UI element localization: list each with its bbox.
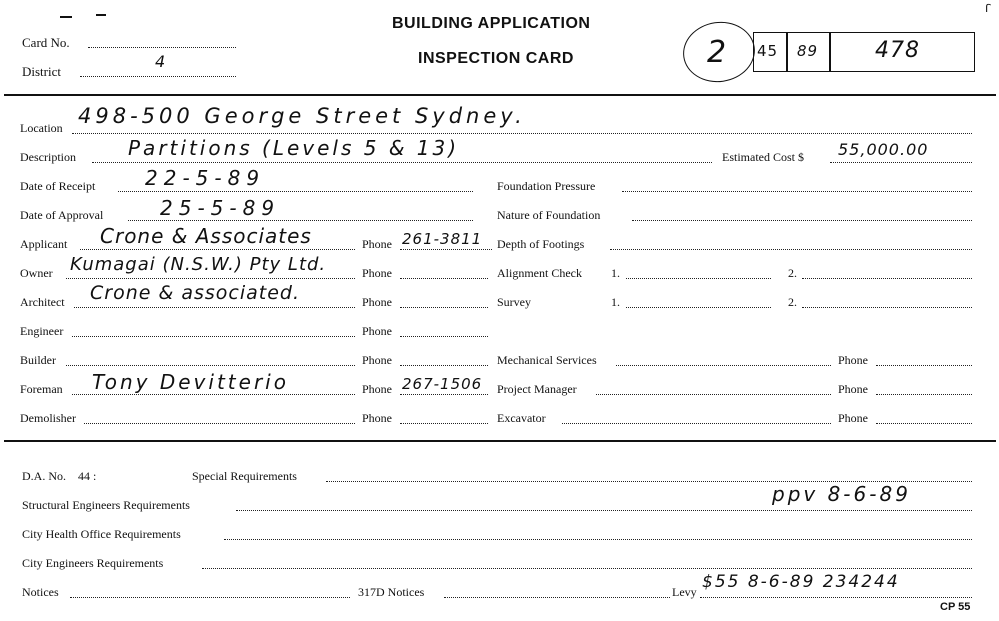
location-label: Location xyxy=(20,121,63,135)
form-title-line1: BUILDING APPLICATION xyxy=(392,15,591,32)
mechanical-services-line xyxy=(616,365,831,366)
excavator-phone-line xyxy=(876,423,972,424)
demolisher-line xyxy=(84,423,355,424)
survey-label: Survey xyxy=(497,295,531,309)
owner-phone-label: Phone xyxy=(362,266,392,280)
architect-phone-label: Phone xyxy=(362,295,392,309)
architect-line xyxy=(74,307,355,308)
excavator-phone-label: Phone xyxy=(838,411,868,425)
fields-rule xyxy=(4,440,996,442)
district-line xyxy=(80,76,236,77)
applicant-phone-line xyxy=(400,249,492,250)
foreman-label: Foreman xyxy=(20,382,63,396)
foundation-pressure-line xyxy=(622,191,972,192)
builder-phone-line xyxy=(400,365,488,366)
alignment-check-label: Alignment Check xyxy=(497,266,582,280)
header-rule xyxy=(4,94,996,96)
form-code: CP 55 xyxy=(940,601,971,613)
card-no-label: Card No. xyxy=(22,35,70,50)
card-no-line xyxy=(88,47,236,48)
foreman-line xyxy=(72,394,355,395)
estimated-cost-value: 55,000.00 xyxy=(838,140,929,159)
architect-label: Architect xyxy=(20,295,65,309)
survey-2-line xyxy=(802,307,972,308)
mechanical-phone-line xyxy=(876,365,972,366)
city-health-office-label: City Health Office Requirements xyxy=(22,527,181,541)
da-no-value: 44 : xyxy=(78,469,97,483)
description-line xyxy=(92,162,712,163)
owner-line xyxy=(66,278,355,279)
project-manager-line xyxy=(596,394,831,395)
project-manager-phone-label: Phone xyxy=(838,382,868,396)
levy-label: Levy xyxy=(672,585,697,599)
notices-317d-label: 317D Notices xyxy=(358,585,425,599)
location-line xyxy=(72,133,972,134)
demolisher-phone-line xyxy=(400,423,488,424)
excavator-line xyxy=(562,423,831,424)
circled-number: 2 xyxy=(707,35,728,70)
owner-label: Owner xyxy=(20,266,53,280)
alignment-check-1-label: 1. xyxy=(611,266,620,280)
foreman-phone-line xyxy=(400,394,488,395)
excavator-label: Excavator xyxy=(497,411,546,425)
applicant-value: Crone & Associates xyxy=(100,224,312,248)
demolisher-label: Demolisher xyxy=(20,411,76,425)
city-health-office-line xyxy=(224,539,972,540)
file-box-2-value: 89 xyxy=(797,42,819,60)
alignment-check-1-line xyxy=(626,278,771,279)
project-manager-phone-line xyxy=(876,394,972,395)
special-requirements-label: Special Requirements xyxy=(192,469,297,483)
foreman-phone-value: 267-1506 xyxy=(402,375,483,393)
form-title-line2: INSPECTION CARD xyxy=(418,50,574,67)
levy-line xyxy=(700,597,972,598)
location-value: 498-500 George Street Sydney. xyxy=(78,104,526,128)
depth-of-footings-line xyxy=(610,249,972,250)
foreman-phone-label: Phone xyxy=(362,382,392,396)
city-engineers-line xyxy=(202,568,972,569)
district-label: District xyxy=(22,64,61,79)
owner-phone-line xyxy=(400,278,488,279)
date-of-receipt-value: 22-5-89 xyxy=(145,166,266,190)
builder-line xyxy=(66,365,355,366)
box-divider-1 xyxy=(786,32,788,72)
notices-317d-line xyxy=(444,597,670,598)
notices-label: Notices xyxy=(22,585,59,599)
date-of-approval-label: Date of Approval xyxy=(20,208,104,222)
applicant-phone-value: 261-3811 xyxy=(402,230,483,248)
project-manager-label: Project Manager xyxy=(497,382,577,396)
structural-engineers-line xyxy=(236,510,972,511)
date-of-approval-value: 25-5-89 xyxy=(160,196,281,220)
architect-value: Crone & associated. xyxy=(90,282,301,304)
survey-1-label: 1. xyxy=(611,295,620,309)
engineer-line xyxy=(72,336,355,337)
applicant-line xyxy=(80,249,355,250)
architect-phone-line xyxy=(400,307,488,308)
engineer-phone-line xyxy=(400,336,488,337)
alignment-check-2-line xyxy=(802,278,972,279)
estimated-cost-line xyxy=(830,162,972,163)
date-of-receipt-line xyxy=(118,191,473,192)
nature-of-foundation-label: Nature of Foundation xyxy=(497,208,601,222)
structural-engineers-value: ppv 8-6-89 xyxy=(772,482,911,506)
district-value: 4 xyxy=(155,52,167,71)
foreman-value: Tony Devitterio xyxy=(92,370,289,394)
description-label: Description xyxy=(20,150,76,164)
applicant-phone-label: Phone xyxy=(362,237,392,251)
description-value: Partitions (Levels 5 & 13) xyxy=(128,136,460,160)
nature-of-foundation-line xyxy=(632,220,972,221)
survey-2-label: 2. xyxy=(788,295,797,309)
header-dash-marks xyxy=(60,14,108,18)
city-engineers-label: City Engineers Requirements xyxy=(22,556,164,570)
owner-value: Kumagai (N.S.W.) Pty Ltd. xyxy=(70,254,327,275)
corner-tick: ꓩ xyxy=(985,3,991,15)
date-of-approval-line xyxy=(128,220,473,221)
file-box-3-value: 478 xyxy=(875,38,920,63)
foundation-pressure-label: Foundation Pressure xyxy=(497,179,596,193)
depth-of-footings-label: Depth of Footings xyxy=(497,237,585,251)
box-divider-2 xyxy=(829,32,831,72)
notices-line xyxy=(70,597,350,598)
structural-engineers-label: Structural Engineers Requirements xyxy=(22,498,190,512)
estimated-cost-label: Estimated Cost $ xyxy=(722,150,804,164)
mechanical-services-label: Mechanical Services xyxy=(497,353,597,367)
mechanical-phone-label: Phone xyxy=(838,353,868,367)
engineer-phone-label: Phone xyxy=(362,324,392,338)
engineer-label: Engineer xyxy=(20,324,64,338)
levy-value: $55 8-6-89 234244 xyxy=(702,572,900,592)
demolisher-phone-label: Phone xyxy=(362,411,392,425)
builder-phone-label: Phone xyxy=(362,353,392,367)
file-box-1-value: 45 xyxy=(757,42,779,60)
builder-label: Builder xyxy=(20,353,56,367)
alignment-check-2-label: 2. xyxy=(788,266,797,280)
da-no-label: D.A. No. xyxy=(22,469,66,483)
applicant-label: Applicant xyxy=(20,237,68,251)
survey-1-line xyxy=(626,307,771,308)
date-of-receipt-label: Date of Receipt xyxy=(20,179,96,193)
